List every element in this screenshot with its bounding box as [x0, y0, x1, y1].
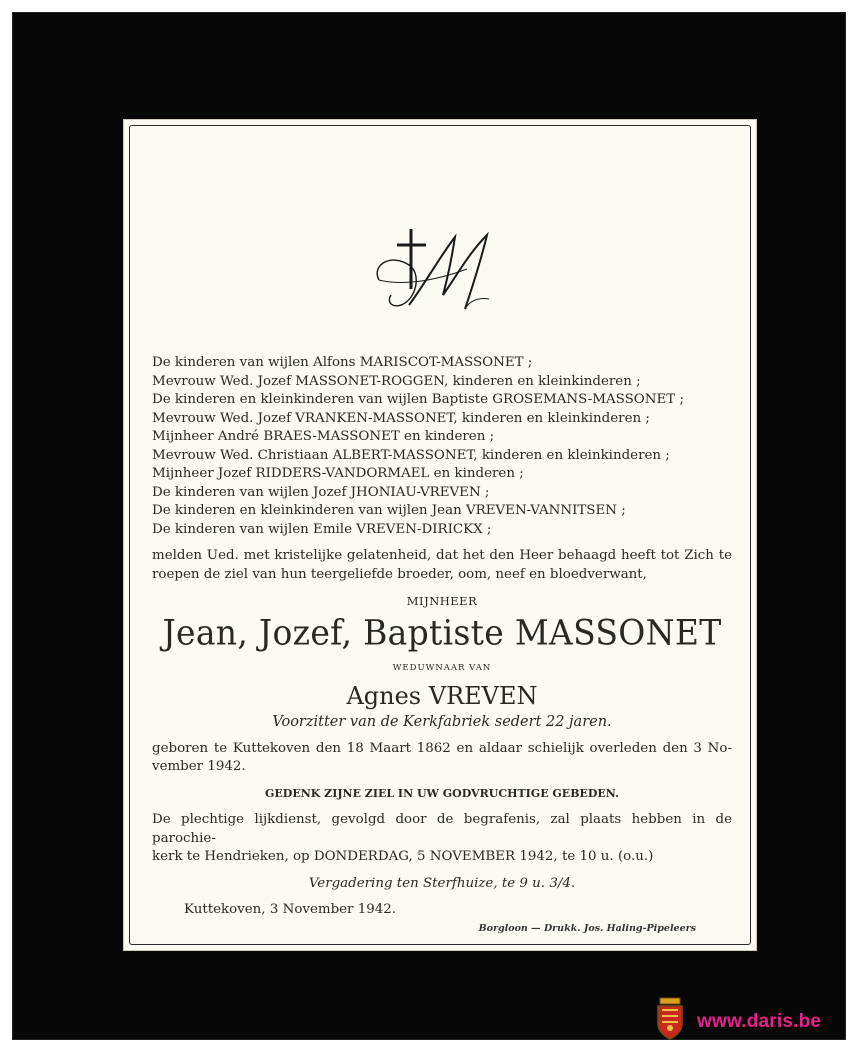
- memorial-card: [123, 119, 757, 951]
- family-line: Mijnheer Jozef RIDDERS-VANDORMAEL en kinderen ;: [152, 466, 524, 481]
- family-line: De kinderen van wijlen Alfons MARISCOT-MASSONET ;: [152, 355, 533, 370]
- place-date: Kuttekoven, 3 November 1942.: [184, 902, 397, 917]
- family-line: Mevrouw Wed. Jozef VRANKEN-MASSONET, kinderen en kleinkinderen ;: [152, 410, 650, 426]
- announcement-line-2: roepen de ziel van hun teergeliefde broeder, oom, neef en bloedverwant,: [152, 566, 647, 582]
- family-line: Mevrouw Wed. Christiaan ALBERT-MASSONET, kinderen en kleinkinderen ;: [152, 447, 670, 463]
- coat-of-arms-icon: [654, 996, 686, 1040]
- watermark-site[interactable]: www.daris.be: [697, 1011, 822, 1032]
- funeral-line-2: kerk te Hendrieken, op DONDERDAG, 5 NOVEMBER 1942, te 10 u. (o.u.): [152, 849, 654, 864]
- printer-credit: Borgloon — Drukk. Jos. Haling-Pipeleers: [478, 923, 696, 934]
- announcement-line-1: melden Ued. met kristelijke gelatenheid, dat het den Heer behaagd heeft tot Zich te: [152, 548, 732, 563]
- family-line: De kinderen van wijlen Jozef JHONIAU-VREVEN ;: [152, 484, 490, 500]
- card-text: [152, 354, 732, 920]
- black-mount: [12, 12, 846, 1040]
- birth-line-2: vember 1942.: [152, 759, 246, 774]
- cross-with-m-monogram-icon: [369, 225, 499, 315]
- family-line: Mijnheer André BRAES-MASSONET en kinderen ;: [152, 429, 495, 444]
- family-line: De kinderen en kleinkinderen van wijlen Jean VREVEN-VANNITSEN ;: [152, 503, 626, 518]
- spouse-name: Agnes VREVEN: [346, 682, 538, 710]
- family-line: De kinderen van wijlen Emile VREVEN-DIRICKX ;: [152, 521, 492, 537]
- widower-of: WEDUWNAAR VAN: [392, 662, 492, 673]
- birth-line-1: geboren te Kuttekoven den 18 Maart 1862 en aldaar schielijk overleden den 3 No-: [152, 740, 732, 756]
- deceased-name: Jean, Jozef, Baptiste MASSONET: [162, 611, 722, 653]
- meeting-line: Vergadering ten Sterfhuize, te 9 u. 3/4.: [308, 875, 576, 891]
- family-line: Mevrouw Wed. Jozef MASSONET-ROGGEN, kinderen en kleinkinderen ;: [152, 373, 641, 389]
- honorific: MIJNHEER: [406, 594, 478, 608]
- funeral-line-1: De plechtige lijkdienst, gevolgd door de begrafenis, zal plaats hebben in de parochie-: [152, 812, 732, 846]
- prayer-line: GEDENK ZIJNE ZIEL IN UW GODVRUCHTIGE GEBEDEN.: [265, 786, 619, 800]
- family-line: De kinderen en kleinkinderen van wijlen Baptiste GROSEMANS-MASSONET ;: [152, 392, 684, 407]
- family-list: [152, 354, 732, 539]
- function-line: Voorzitter van de Kerkfabriek sedert 22 jaren.: [272, 714, 612, 730]
